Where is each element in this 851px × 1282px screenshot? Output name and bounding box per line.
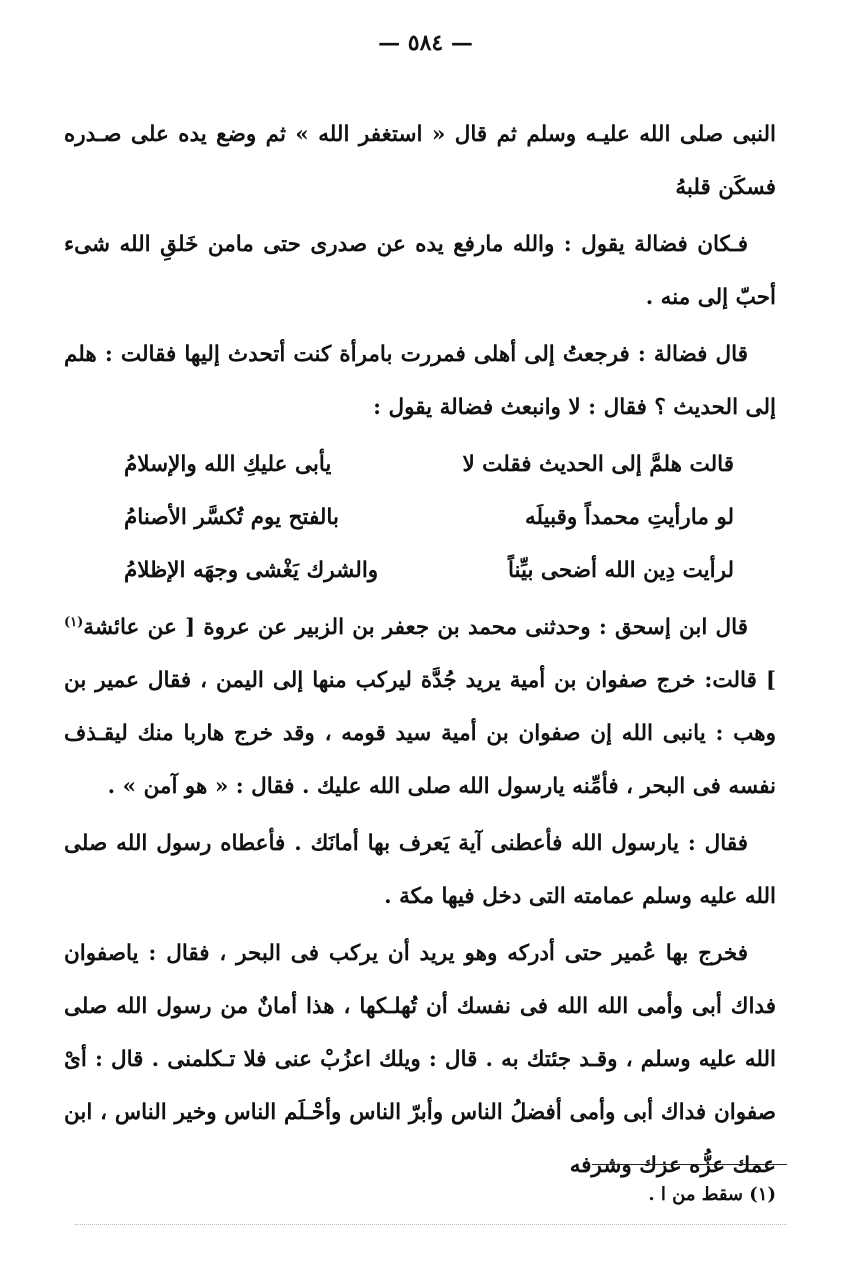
- paragraph-4: [64, 601, 776, 813]
- verse-2-first-hemistich: لو مارأيتِ محمداً وقبيلَه: [525, 505, 734, 530]
- poem-verse-2: [124, 491, 734, 544]
- page-bottom-rule: [75, 1224, 787, 1225]
- paragraph-3: قال فضالة : فرجعتُ إلى أهلى فمررت بامرأة كنت أتحدث إليها فقالت : هلم إلى الحديث ؟ فقال : لا وانبعث فضالة يقول :: [64, 342, 776, 420]
- paragraph-1: النبى صلى الله عليـه وسلم ثم قال « استغفر الله » ثم وضع يده على صـدره فسكَن قلبهُ: [64, 122, 776, 200]
- paragraph-4-after-note: ] قالت: خرج صفوان بن أمية يريد جُدَّة ليركب منها إلى اليمن ، فقال عمير بن وهب : يانبى الله إن صفوان بن أمية سيد قومه ، وقد خرج هاربا منك ليقـذف نفسه فى البحر ، فأمِّنه يارسول الله صلى الله عليك . فقال : « هو آمن » .: [64, 668, 776, 799]
- verse-3-first-hemistich: لرأيت دِين الله أضحى بيِّناً: [507, 558, 734, 583]
- body-text: [64, 108, 776, 1196]
- page-number: — ٥٨٤ —: [378, 30, 473, 56]
- poem-verse-1: [124, 438, 734, 491]
- verse-2-second-hemistich: بالفتح يوم تُكسَّر الأصنامُ: [124, 505, 339, 530]
- paragraph-6: فخرج بها عُمير حتى أدركه وهو يريد أن يركب فى البحر ، فقال : ياصفوان فداك أبى وأمى الله الله فى نفسك أن تُهلـكها ، هذا أمانٌ من رسول الله صلى الله عليه وسلم ، وقـد جئتك به . قال : ويلك اعزُبْ عنى فلا تـكلمنى . قال : أىْ صفوان فداك أبى وأمى أفضلُ الناس وأبرّ الناس وأحْـلَم الناس وخير الناس ، ابن عمك عزُّه عزك وشرفه: [64, 941, 776, 1178]
- verse-1-second-hemistich: يأبى عليكِ الله والإسلامُ: [124, 452, 332, 477]
- verse-3-second-hemistich: والشرك يَغْشى وجهَه الإظلامُ: [124, 558, 379, 583]
- paragraph-5: فقال : يارسول الله فأعطنى آية يَعرف بها أمانَك . فأعطاه رسول الله صلى الله عليه وسلم عمامته التى دخل فيها مكة .: [64, 831, 776, 909]
- verse-1-first-hemistich: قالت هلمَّ إلى الحديث فقلت لا: [462, 452, 734, 477]
- footnote-marker: (١): [64, 614, 84, 630]
- poem: [64, 438, 776, 597]
- footnote: (١) سقط من ا .: [648, 1184, 776, 1205]
- poem-verse-3: [124, 544, 734, 597]
- footnote-divider: [592, 1164, 787, 1165]
- paragraph-2: فـكان فضالة يقول : والله مارفع يده عن صدرى حتى مامن خَلقِ الله شىء أحبّ إلى منه .: [64, 232, 776, 310]
- paragraph-4-before-note: قال ابن إسحق : وحدثنى محمد بن جعفر بن الزبير عن عروة [ عن عائشة: [83, 615, 748, 640]
